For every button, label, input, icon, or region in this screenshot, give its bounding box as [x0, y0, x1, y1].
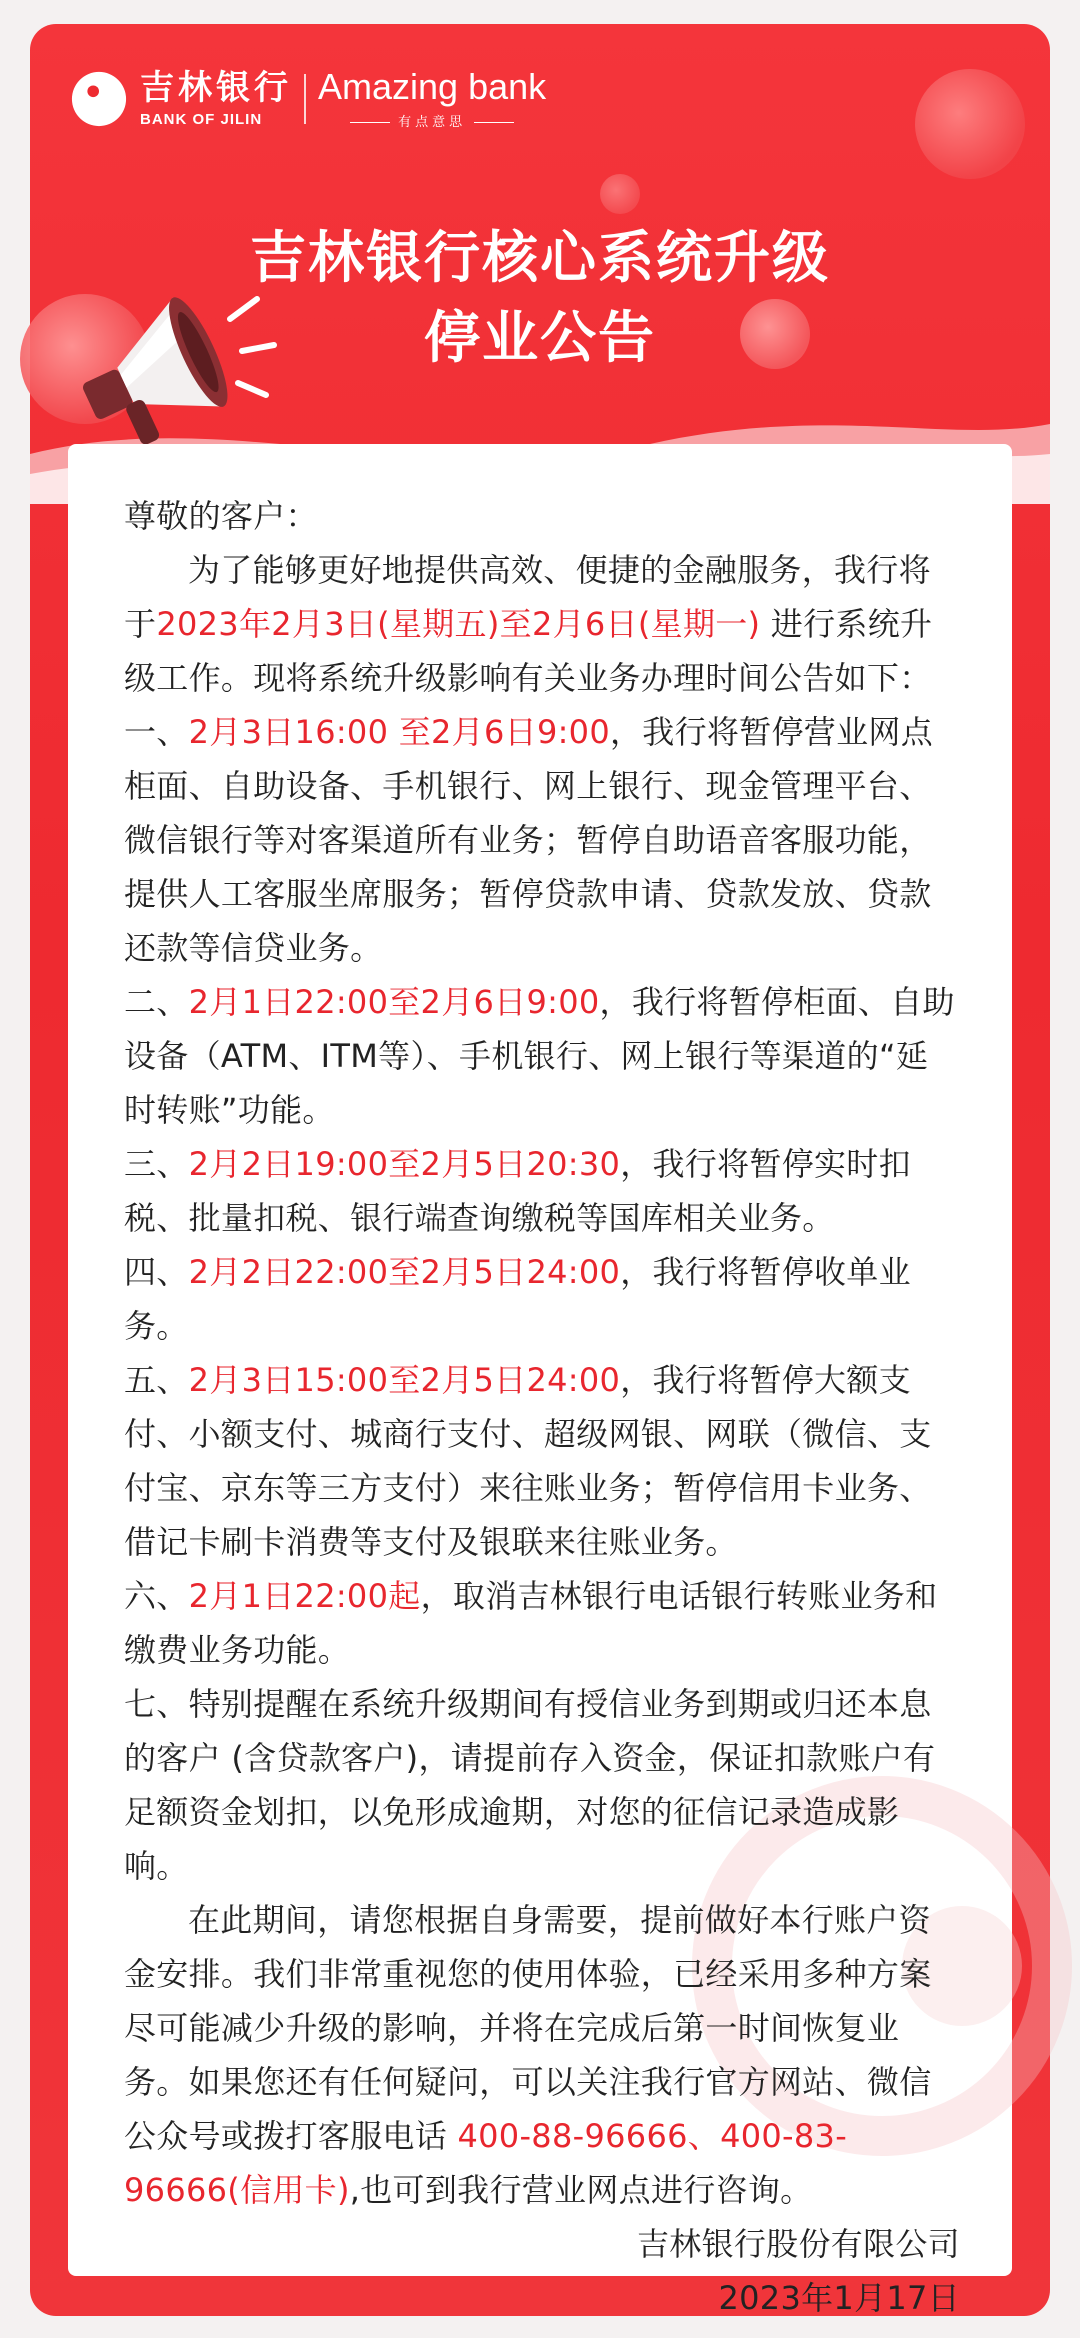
slogan-en: Amazing bank — [318, 65, 547, 107]
item-time: 2月1日22:00起 — [188, 1577, 421, 1615]
item-number: 三、 — [124, 1145, 189, 1183]
intro-text: 为了能够更好地提供高效、便捷的金融服务，我行将于 — [124, 551, 931, 643]
item-time: 2月3日15:00至2月5日24:00 — [188, 1361, 621, 1399]
notice-item-5 — [124, 1353, 960, 1569]
brand-name — [140, 67, 292, 128]
item-number: 一、 — [124, 713, 189, 751]
closing-text-end: ,也可到我行营业网点进行咨询。 — [349, 2171, 813, 2209]
page-title-line2: 停业公告 — [424, 306, 656, 371]
decor-circle — [600, 174, 640, 214]
item-text: ，我行将暂停大额支付、小额支付、城商行支付、超级网银、网联（微信、支付宝、京东等三方支付）来往账业务；暂停信用卡业务、借记卡刷卡消费等支付及银联来往账业务。 — [124, 1361, 932, 1561]
brand-slogan — [318, 65, 547, 130]
notice-item-3 — [124, 1137, 960, 1245]
item-text: ，我行将暂停实时扣税、批量扣税、银行端查询缴税等国库相关业务。 — [124, 1145, 911, 1237]
intro-dates: 2023年2月3日(星期五)至2月6日(星期一) — [156, 605, 761, 643]
notice-date: 2023年1月17日 — [718, 2279, 960, 2317]
notice-poster — [30, 24, 1050, 2316]
notice-item-4 — [124, 1245, 960, 1353]
signature: 吉林银行股份有限公司 — [636, 2225, 960, 2263]
closing-text: 在此期间，请您根据自身需要，提前做好本行账户资金安排。我们非常重视您的使用体验，已经采用多种方案尽可能减少升级的影响，并将在完成后第一时间恢复业务。如果您还有任何疑问，可以关注我行官方网站、微信公众号或拨打客服电话 — [124, 1901, 932, 2155]
brand-name-cn: 吉林银行 — [140, 67, 292, 108]
item-number: 二、 — [124, 983, 189, 1021]
greeting: 尊敬的客户： — [124, 497, 318, 535]
item-time: 2月2日22:00至2月5日24:00 — [188, 1253, 621, 1291]
notice-item-7 — [124, 1677, 960, 1893]
brand-divider — [304, 74, 306, 124]
item-text: ，取消吉林银行电话银行转账业务和缴费业务功能。 — [124, 1577, 938, 1669]
megaphone-icon — [52, 279, 282, 449]
item-number: 四、 — [124, 1253, 189, 1291]
item-number: 七、 — [124, 1685, 189, 1723]
item-text: ，我行将暂停柜面、自助设备（ATM、ITM等）、手机银行、网上银行等渠道的“延时转账”功能。 — [124, 983, 955, 1129]
item-text: ，我行将暂停收单业务。 — [124, 1253, 911, 1345]
notice-body — [124, 489, 960, 2325]
item-time: 2月2日19:00至2月5日20:30 — [188, 1145, 621, 1183]
slogan-cn: 有点意思 — [342, 111, 522, 130]
closing-paragraph — [124, 1893, 960, 2217]
hotline-numbers: 400-88-96666、400-83-96666(信用卡) — [124, 2117, 848, 2209]
item-number: 五、 — [124, 1361, 189, 1399]
notice-item-1 — [124, 705, 960, 975]
brand-name-en: BANK OF JILIN — [140, 110, 263, 128]
bank-logo-icon — [70, 70, 128, 128]
brand-header — [70, 64, 546, 134]
page-title-line1: 吉林银行核心系统升级 — [250, 226, 830, 291]
decor-circle — [915, 69, 1025, 179]
item-text: 特别提醒在系统升级期间有授信业务到期或归还本息的客户 (含贷款客户)，请提前存入资金，保证扣款账户有足额资金划扣，以免形成逾期，对您的征信记录造成影响。 — [124, 1685, 936, 1885]
notice-card — [68, 444, 1012, 2317]
item-number: 六、 — [124, 1577, 189, 1615]
item-time: 2月1日22:00至2月6日9:00 — [188, 983, 600, 1021]
notice-item-6 — [124, 1569, 960, 1677]
intro-text-end: 进行系统升级工作。现将系统升级影响有关业务办理时间公告如下： — [124, 605, 933, 697]
item-time: 2月3日16:00 至2月6日9:00 — [188, 713, 610, 751]
item-text: ，我行将暂停营业网点柜面、自助设备、手机银行、网上银行、现金管理平台、微信银行等对客渠道所有业务；暂停自助语音客服功能，提供人工客服坐席服务；暂停贷款申请、贷款发放、贷款还款等信贷业务。 — [124, 713, 934, 967]
notice-item-2 — [124, 975, 960, 1137]
intro-paragraph — [124, 543, 960, 705]
